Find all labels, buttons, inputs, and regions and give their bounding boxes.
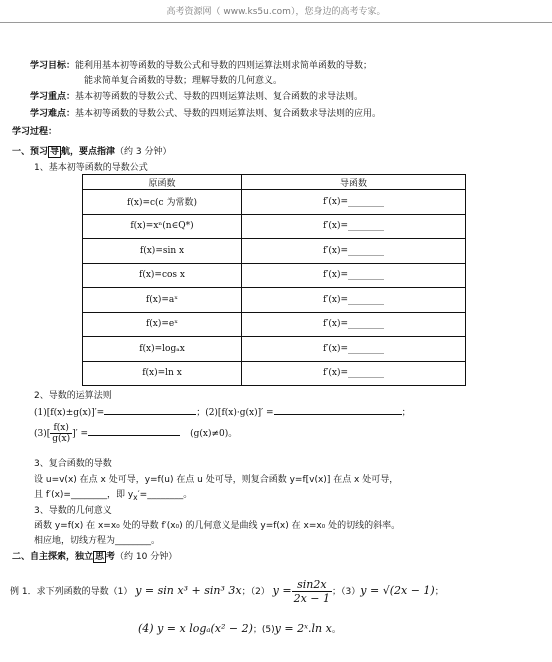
example-sep3: ；（3）: [332, 587, 361, 597]
goal-line-1: [30, 58, 372, 71]
orig-cell: f(x)=logₐx: [83, 337, 242, 362]
composite-line-2b: ′=________。: [137, 490, 193, 500]
example-end5: 。: [331, 625, 341, 635]
deriv-cell: f′(x)=________: [242, 239, 466, 264]
header-original-function: 原函数: [83, 175, 242, 190]
deriv-cell: f′(x)=________: [242, 263, 466, 288]
geometric-line-2: 相应地，切线方程为________。: [34, 536, 161, 546]
example-f4: (4) y = x logₐ(x² − 2): [138, 622, 253, 635]
example-end3: ；: [434, 587, 444, 597]
key-label: 学习重点：: [30, 92, 76, 102]
section1-title: [12, 144, 172, 157]
example-sep5: ；(5): [252, 625, 275, 635]
table-row: [83, 337, 466, 362]
table-row: [83, 312, 466, 337]
example-line-1: [10, 578, 444, 610]
section2-time: （约 10 分钟）: [115, 552, 178, 562]
goal-label: 学习目标：: [30, 61, 76, 71]
rule3-label: (3)[: [34, 429, 51, 439]
orig-cell: f(x)=cos x: [83, 263, 242, 288]
orig-cell: f(x)=aˣ: [83, 288, 242, 313]
deriv-cell: f′(x)=________: [242, 214, 466, 239]
deriv-cell: f′(x)=________: [242, 361, 466, 386]
table-row: [83, 239, 466, 264]
table-row: [83, 263, 466, 288]
rule-line-1: [34, 405, 411, 418]
key-point-line: [30, 89, 363, 102]
table-header-row: [83, 175, 466, 190]
rule2-text: ；(2)[f(x)·g(x)]′ =: [196, 408, 274, 418]
table-row: [83, 190, 466, 215]
example-f5: y = 2ˣ.ln x: [274, 622, 332, 635]
example-f2-denominator: 2x − 1: [293, 592, 331, 605]
difficulty-line: [30, 106, 381, 119]
deriv-cell: f′(x)=________: [242, 337, 466, 362]
example-f3: y = √(2x − 1): [360, 584, 435, 597]
composite-line-2a: 且 f′(x)=________，即 y: [34, 490, 134, 500]
key-text: 基本初等函数的导数公式、导数的四则运算法则、复合函数的求导法则。: [75, 92, 364, 102]
table-row: [83, 214, 466, 239]
deriv-cell: f′(x)=________: [242, 288, 466, 313]
header-derivative: 导函数: [242, 175, 466, 190]
orig-cell: f(x)=sin x: [83, 239, 242, 264]
goal-line-2: 能求简单复合函数的导数；理解导数的几何意义。: [84, 76, 283, 86]
item4-heading: 3、导数的几何意义: [34, 506, 112, 516]
example-sep2: ；（2）: [241, 587, 270, 597]
rule2-blank: [274, 414, 402, 415]
orig-cell: f(x)=ln x: [83, 361, 242, 386]
rule3-denominator: g(x): [52, 434, 71, 444]
composite-line-1: 设 u=v(x) 在点 x 处可导，y=f(u) 在点 u 处可导，则复合函数 y=f[v(x)] 在点 x 处可导，: [34, 475, 399, 485]
rule1-text: (1)[f(x)±g(x)]′=: [34, 408, 105, 418]
item1-heading: 1、基本初等函数的导数公式: [34, 163, 148, 173]
deriv-cell: f′(x)=________: [242, 190, 466, 215]
section2-title-pre: 二、自主探索，独立: [12, 552, 94, 562]
derivative-formula-table: [82, 174, 466, 386]
orig-cell: f(x)=c(c 为常数): [83, 190, 242, 215]
section1-title-boxed: 导: [50, 147, 60, 157]
composite-line-2: [34, 487, 192, 502]
rule3-fraction: [50, 423, 72, 444]
item2-heading: 2、导数的运算法则: [34, 391, 112, 401]
item3-heading: 3、复合函数的导数: [34, 459, 112, 469]
section2-title: [12, 549, 177, 562]
example-f2-fraction: [292, 578, 332, 605]
difficulty-text: 基本初等函数的导数公式、导数的四则运算法则、复合函数求导法则的应用。: [75, 109, 382, 119]
composite-subscript: x: [133, 492, 138, 502]
rule3-prime: ]′ =: [72, 429, 89, 439]
rule3-numerator: f(x): [50, 423, 72, 434]
example-line-2: [138, 622, 341, 635]
section1-title-pre: 一、预习: [12, 147, 49, 157]
orig-cell: f(x)=xⁿ(n∈Q*): [83, 214, 242, 239]
orig-cell: f(x)=eˣ: [83, 312, 242, 337]
rule1-blank: [104, 414, 196, 415]
header-text: 高考资源网（ www.ks5u.com），您身边的高考专家。: [166, 7, 386, 17]
section2-title-post: 考: [106, 552, 116, 562]
example-f1: y = sin x³ + sin³ 3x: [135, 584, 242, 597]
difficulty-label: 学习难点：: [30, 109, 76, 119]
section2-title-boxed: 思: [95, 552, 105, 562]
section1-time: （约 3 分钟）: [115, 147, 172, 157]
example-f2-lhs: y =: [272, 584, 292, 597]
deriv-cell: f′(x)=________: [242, 312, 466, 337]
section1-title-post: 航，要点指津: [61, 147, 116, 157]
table-row: [83, 361, 466, 386]
geometric-line-1: 函数 y=f(x) 在 x=x₀ 处的导数 f′(x₀) 的几何意义是曲线 y=f(x) 在 x=x₀ 处的切线的斜率。: [34, 521, 401, 531]
example-intro: 例 1．求下列函数的导数（1）: [10, 587, 133, 597]
process-heading: 学习过程：: [12, 127, 58, 137]
rule3-blank: [88, 435, 180, 436]
goal-text-1: 能利用基本初等函数的导数公式和导数的四则运算法则求简单函数的导数；: [75, 61, 373, 71]
rule3-condition: (g(x)≠0)。: [190, 429, 238, 439]
rule2-end: ；: [401, 408, 411, 418]
example-f2-numerator: sin2x: [292, 578, 332, 592]
rule-line-3: [34, 423, 237, 453]
table-row: [83, 288, 466, 313]
